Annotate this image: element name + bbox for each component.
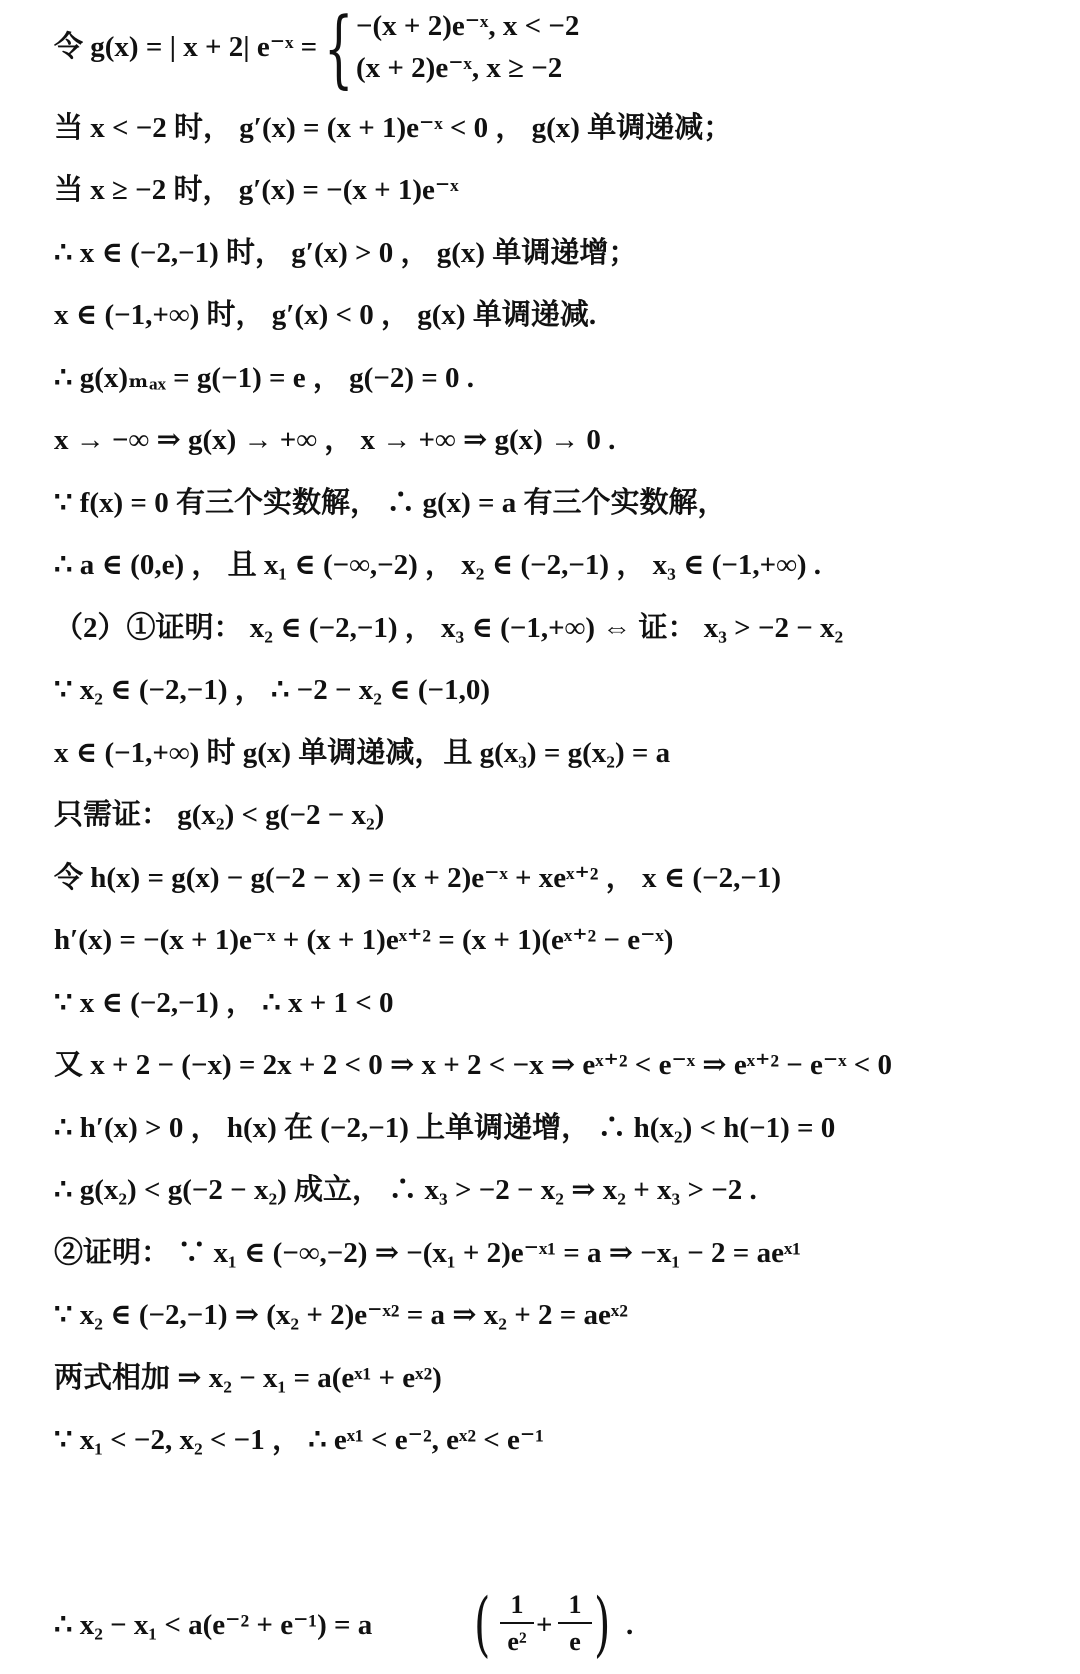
fraction-numerator: 1: [558, 1588, 592, 1624]
math-line: 当 x ≥ −2 时， g′(x) = −(x + 1)e⁻ˣ: [54, 174, 459, 206]
math-line: h′(x) = −(x + 1)e⁻ˣ + (x + 1)eˣ⁺² = (x + 1)(eˣ⁺² − e⁻ˣ): [54, 924, 674, 956]
fraction-one-over-e: [558, 1588, 592, 1658]
left-brace-icon: {: [324, 0, 354, 97]
math-line: ②证明： ∵ x₁ ∈ (−∞,−2) ⇒ −(x₁ + 2)e⁻ˣ¹ = a ⇒ −x₁ − 2 = aeˣ¹: [54, 1237, 801, 1269]
math-line: ∵ x₁ < −2, x₂ < −1 ， ∴ eˣ¹ < e⁻², eˣ² < e⁻¹: [54, 1424, 544, 1456]
fraction-denominator: e²: [507, 1627, 527, 1656]
math-line: x ∈ (−1,+∞) 时 g(x) 单调递减，且 g(x₃) = g(x₂) = a: [54, 737, 671, 769]
math-line: ∴ g(x₂) < g(−2 − x₂) 成立， ∴ x₃ > −2 − x₂ ⇒ x₂ + x₃ > −2 .: [54, 1174, 757, 1206]
fraction-denominator: e: [569, 1627, 581, 1656]
math-line: ∵ x ∈ (−2,−1) ， ∴ x + 1 < 0: [54, 987, 394, 1019]
piecewise-definition: [54, 0, 1034, 97]
fraction-one-over-e-squared: [500, 1588, 534, 1658]
fraction-numerator: 1: [500, 1588, 534, 1624]
math-line: ∵ f(x) = 0 有三个实数解， ∴ g(x) = a 有三个实数解，: [54, 487, 727, 519]
math-line: ∴ a ∈ (0,e) ， 且 x₁ ∈ (−∞,−2) ， x₂ ∈ (−2,−1) ， x₃ ∈ (−1,+∞) .: [54, 549, 822, 581]
math-line: x ∈ (−1,+∞) 时， g′(x) < 0 ， g(x) 单调递减.: [54, 299, 597, 331]
math-line: （2）①证明： x₂ ∈ (−2,−1) ， x₃ ∈ (−1,+∞) ⇔ 证： x₃ > −2 − x₂: [54, 612, 844, 644]
piecewise-lhs: 令 g(x) = | x + 2| e⁻ˣ =: [54, 31, 318, 63]
math-line: 又 x + 2 − (−x) = 2x + 2 < 0 ⇒ x + 2 < −x ⇒ eˣ⁺² < e⁻ˣ ⇒ eˣ⁺² − e⁻ˣ < 0: [54, 1049, 893, 1081]
left-paren-icon: (: [474, 1583, 491, 1665]
math-line: 当 x < −2 时， g′(x) = (x + 1)e⁻ˣ < 0 ， g(x) 单调递减；: [54, 112, 733, 144]
math-line: ∴ x ∈ (−2,−1) 时， g′(x) > 0 ， g(x) 单调递增；: [54, 237, 638, 269]
piecewise-case-1: −(x + 2)e⁻ˣ, x < −2: [356, 10, 580, 42]
math-line: 令 h(x) = g(x) − g(−2 − x) = (x + 2)e⁻ˣ + xeˣ⁺² ， x ∈ (−2,−1): [54, 862, 782, 894]
math-line: 只需证： g(x₂) < g(−2 − x₂): [54, 799, 385, 831]
plus-sign: +: [536, 1609, 553, 1641]
final-period: .: [626, 1609, 634, 1641]
math-line: ∵ x₂ ∈ (−2,−1) ⇒ (x₂ + 2)e⁻ˣ² = a ⇒ x₂ + 2 = aeˣ²: [54, 1299, 628, 1331]
math-line: 两式相加 ⇒ x₂ − x₁ = a(eˣ¹ + eˣ²): [54, 1362, 442, 1394]
right-paren-icon: ): [594, 1583, 611, 1665]
final-inequality: [54, 1582, 1054, 1668]
final-inequality-prefix: ∴ x₂ − x₁ < a(e⁻² + e⁻¹) = a: [54, 1609, 373, 1641]
math-line: ∵ x₂ ∈ (−2,−1) ， ∴ −2 − x₂ ∈ (−1,0): [54, 674, 490, 706]
math-line: ∴ h′(x) > 0 ， h(x) 在 (−2,−1) 上单调递增， ∴ h(x₂) < h(−1) = 0: [54, 1112, 836, 1144]
math-line: x → −∞ ⇒ g(x) → +∞ ， x → +∞ ⇒ g(x) → 0 .: [54, 424, 616, 456]
piecewise-case-2: (x + 2)e⁻ˣ, x ≥ −2: [356, 52, 563, 84]
math-line: ∴ g(x)ₘₐₓ = g(−1) = e ， g(−2) = 0 .: [54, 362, 475, 394]
